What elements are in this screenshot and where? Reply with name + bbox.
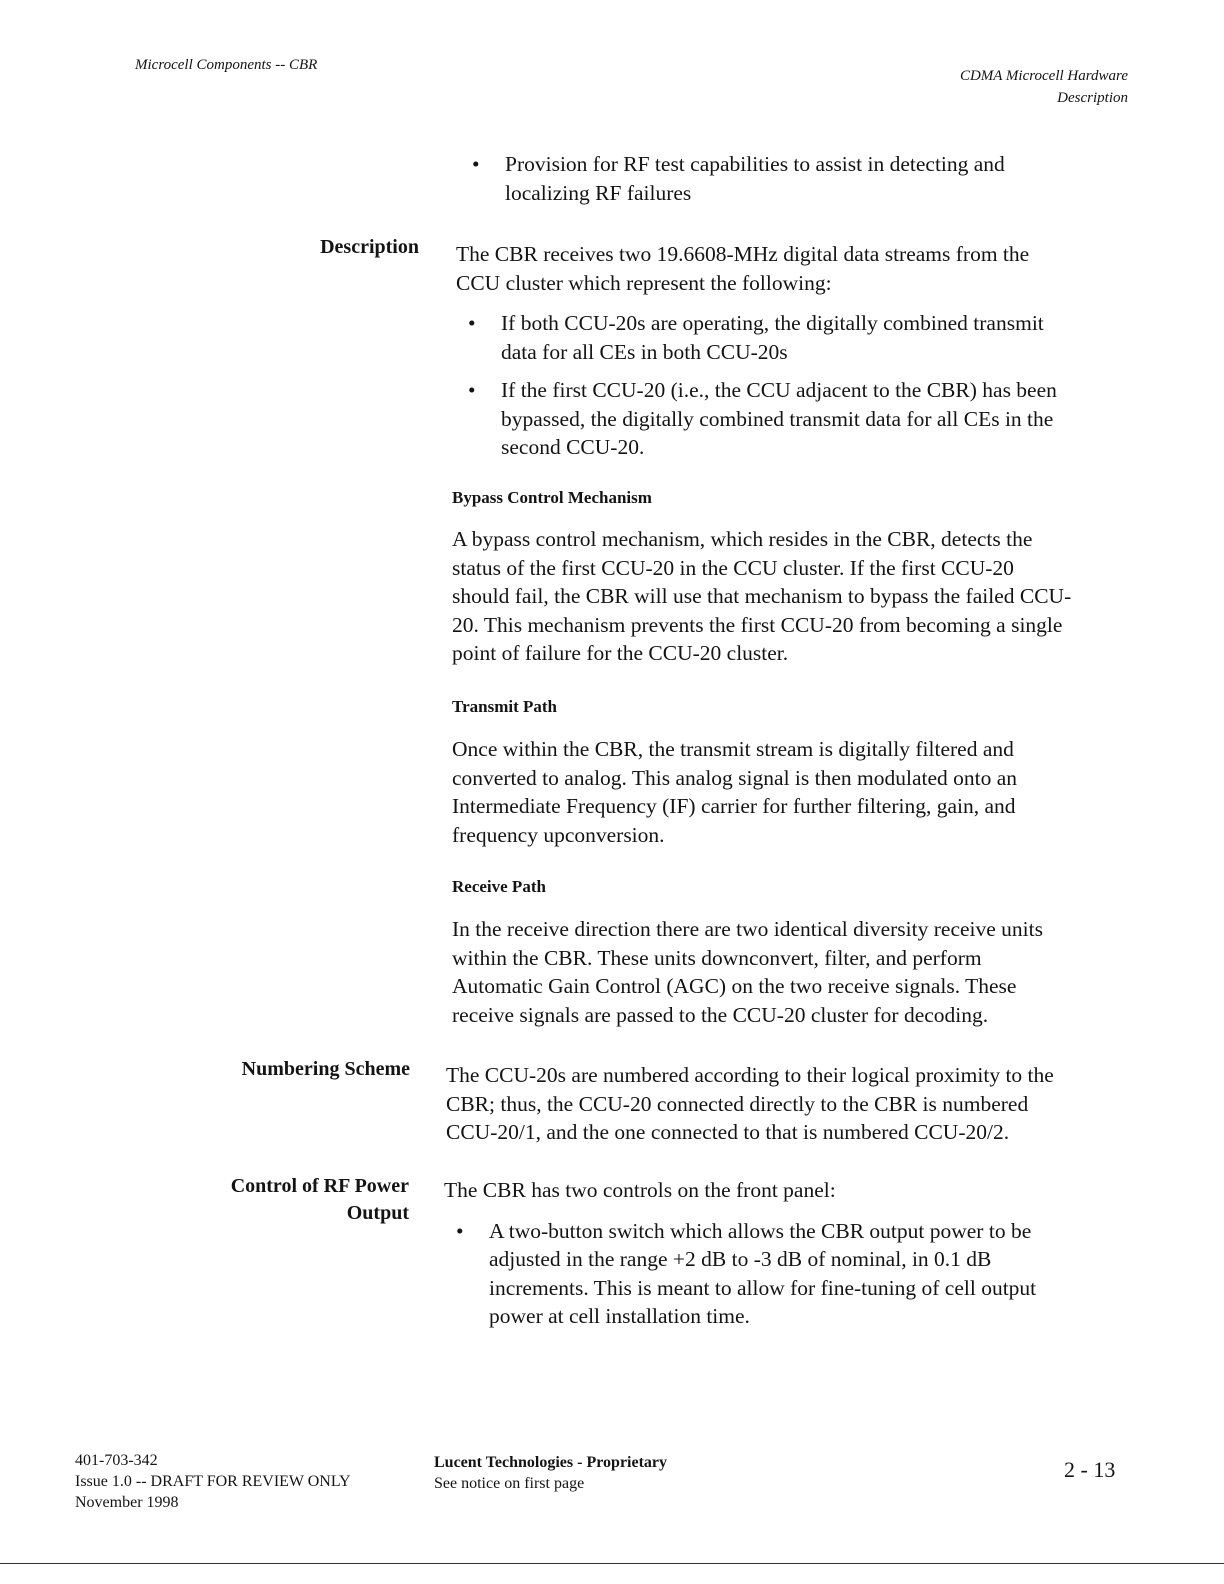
receive-paragraph — [452, 915, 1152, 1029]
footer-date: November 1998 — [75, 1494, 179, 1511]
footer-issue: Issue 1.0 -- DRAFT FOR REVIEW ONLY — [75, 1473, 351, 1490]
page-number: 2 - 13 — [1064, 1457, 1116, 1482]
paragraph-line: should fail, the CBR will use that mechanism to bypass the failed CCU- — [452, 584, 1072, 608]
numbering-paragraph — [446, 1061, 1146, 1147]
bullet-text-line: data for all CEs in both CCU-20s — [501, 339, 788, 364]
header-title-line2: Description — [1057, 90, 1128, 106]
paragraph-line: receive signals are passed to the CCU-20 cluster for decoding. — [452, 1002, 989, 1027]
paragraph-line: CBR; thus, the CCU-20 connected directly to the CBR is numbered — [446, 1091, 1029, 1116]
bullet-dot: • — [468, 378, 476, 402]
subheading-receive: Receive Path — [452, 877, 546, 896]
paragraph-line: 20. This mechanism prevents the first CCU-20 from becoming a single — [452, 612, 1063, 637]
paragraph-line: In the receive direction there are two identical diversity receive units — [452, 917, 1043, 941]
bullet-text-line: power at cell installation time. — [489, 1304, 750, 1328]
running-header-left: Microcell Components -- CBR — [135, 57, 318, 73]
bullet-dot: • — [456, 1218, 464, 1243]
footer-doc-number: 401-703-342 — [75, 1452, 158, 1469]
bullet-text-line: Provision for RF test capabilities to assist in detecting and — [505, 152, 1005, 176]
paragraph-line: Intermediate Frequency (IF) carrier for further filtering, gain, and — [452, 794, 1016, 818]
bullet-text-line: bypassed, the digitally combined transmit data for all CEs in the — [501, 406, 1054, 431]
paragraph-line: status of the first CCU-20 in the CCU cluster. If the first CCU-20 — [452, 555, 1014, 580]
footer-proprietary — [434, 1452, 667, 1494]
paragraph-line: CCU-20/1, and the one connected to that is numbered CCU-20/2. — [446, 1120, 1010, 1144]
bullet-item — [456, 309, 1156, 366]
paragraph-line: frequency upconversion. — [452, 822, 665, 847]
paragraph-line: point of failure for the CCU-20 cluster. — [452, 641, 789, 665]
bullet-text-line: A two-button switch which allows the CBR output power to be — [489, 1218, 1032, 1243]
bullet-item — [460, 150, 1160, 207]
bottom-rule — [0, 1563, 1224, 1564]
side-heading-line: Output — [346, 1202, 409, 1224]
bullet-item — [456, 376, 1156, 462]
description-section — [456, 240, 1156, 462]
bullet-item — [444, 1217, 1144, 1331]
paragraph-line: Automatic Gain Control (AGC) on the two receive signals. These — [452, 974, 1017, 998]
side-heading-description: Description — [320, 236, 419, 258]
bullet-text-line: If the first CCU-20 (i.e., the CCU adjacent to the CBR) has been — [501, 378, 1057, 402]
paragraph-line: The CBR has two controls on the front panel: — [444, 1178, 836, 1202]
footer-notice: See notice on first page — [434, 1475, 585, 1492]
bullet-text-line: adjusted in the range +2 dB to -3 dB of nominal, in 0.1 dB — [489, 1247, 992, 1271]
footer-company: Lucent Technologies - Proprietary — [434, 1454, 668, 1471]
side-heading-control — [231, 1173, 409, 1227]
control-section — [444, 1176, 1144, 1331]
bullet-dot: • — [468, 311, 476, 335]
intro-bullet — [460, 150, 1160, 207]
paragraph-line: The CCU-20s are numbered according to their logical proximity to the — [446, 1063, 1054, 1087]
paragraph-line: converted to analog. This analog signal is then modulated onto an — [452, 765, 1018, 790]
paragraph-line: The CBR receives two 19.6608-MHz digital data streams from the — [456, 242, 1030, 266]
bullet-text-line: localizing RF failures — [505, 180, 692, 205]
paragraph-line: A bypass control mechanism, which resides in the CBR, detects the — [452, 527, 1033, 551]
paragraph-line: within the CBR. These units downconvert, filter, and perform — [452, 945, 982, 970]
transmit-paragraph — [452, 735, 1152, 849]
side-heading-numbering: Numbering Scheme — [241, 1058, 410, 1080]
bullet-text-line: second CCU-20. — [501, 435, 645, 459]
running-header-right — [960, 65, 1128, 109]
bypass-paragraph — [452, 525, 1152, 668]
side-heading-line: Control of RF Power — [230, 1175, 409, 1197]
bullet-text-line: increments. This is meant to allow for fine-tuning of cell output — [489, 1275, 1037, 1300]
subheading-bypass: Bypass Control Mechanism — [452, 488, 652, 507]
subheading-transmit: Transmit Path — [452, 697, 557, 716]
bullet-dot: • — [472, 152, 480, 176]
header-title-line1: CDMA Microcell Hardware — [959, 68, 1128, 84]
paragraph-line: Once within the CBR, the transmit stream is digitally filtered and — [452, 737, 1014, 761]
footer-doc-info — [75, 1450, 351, 1513]
bullet-text-line: If both CCU-20s are operating, the digitally combined transmit — [501, 311, 1044, 335]
paragraph-line: CCU cluster which represent the following: — [456, 270, 832, 295]
